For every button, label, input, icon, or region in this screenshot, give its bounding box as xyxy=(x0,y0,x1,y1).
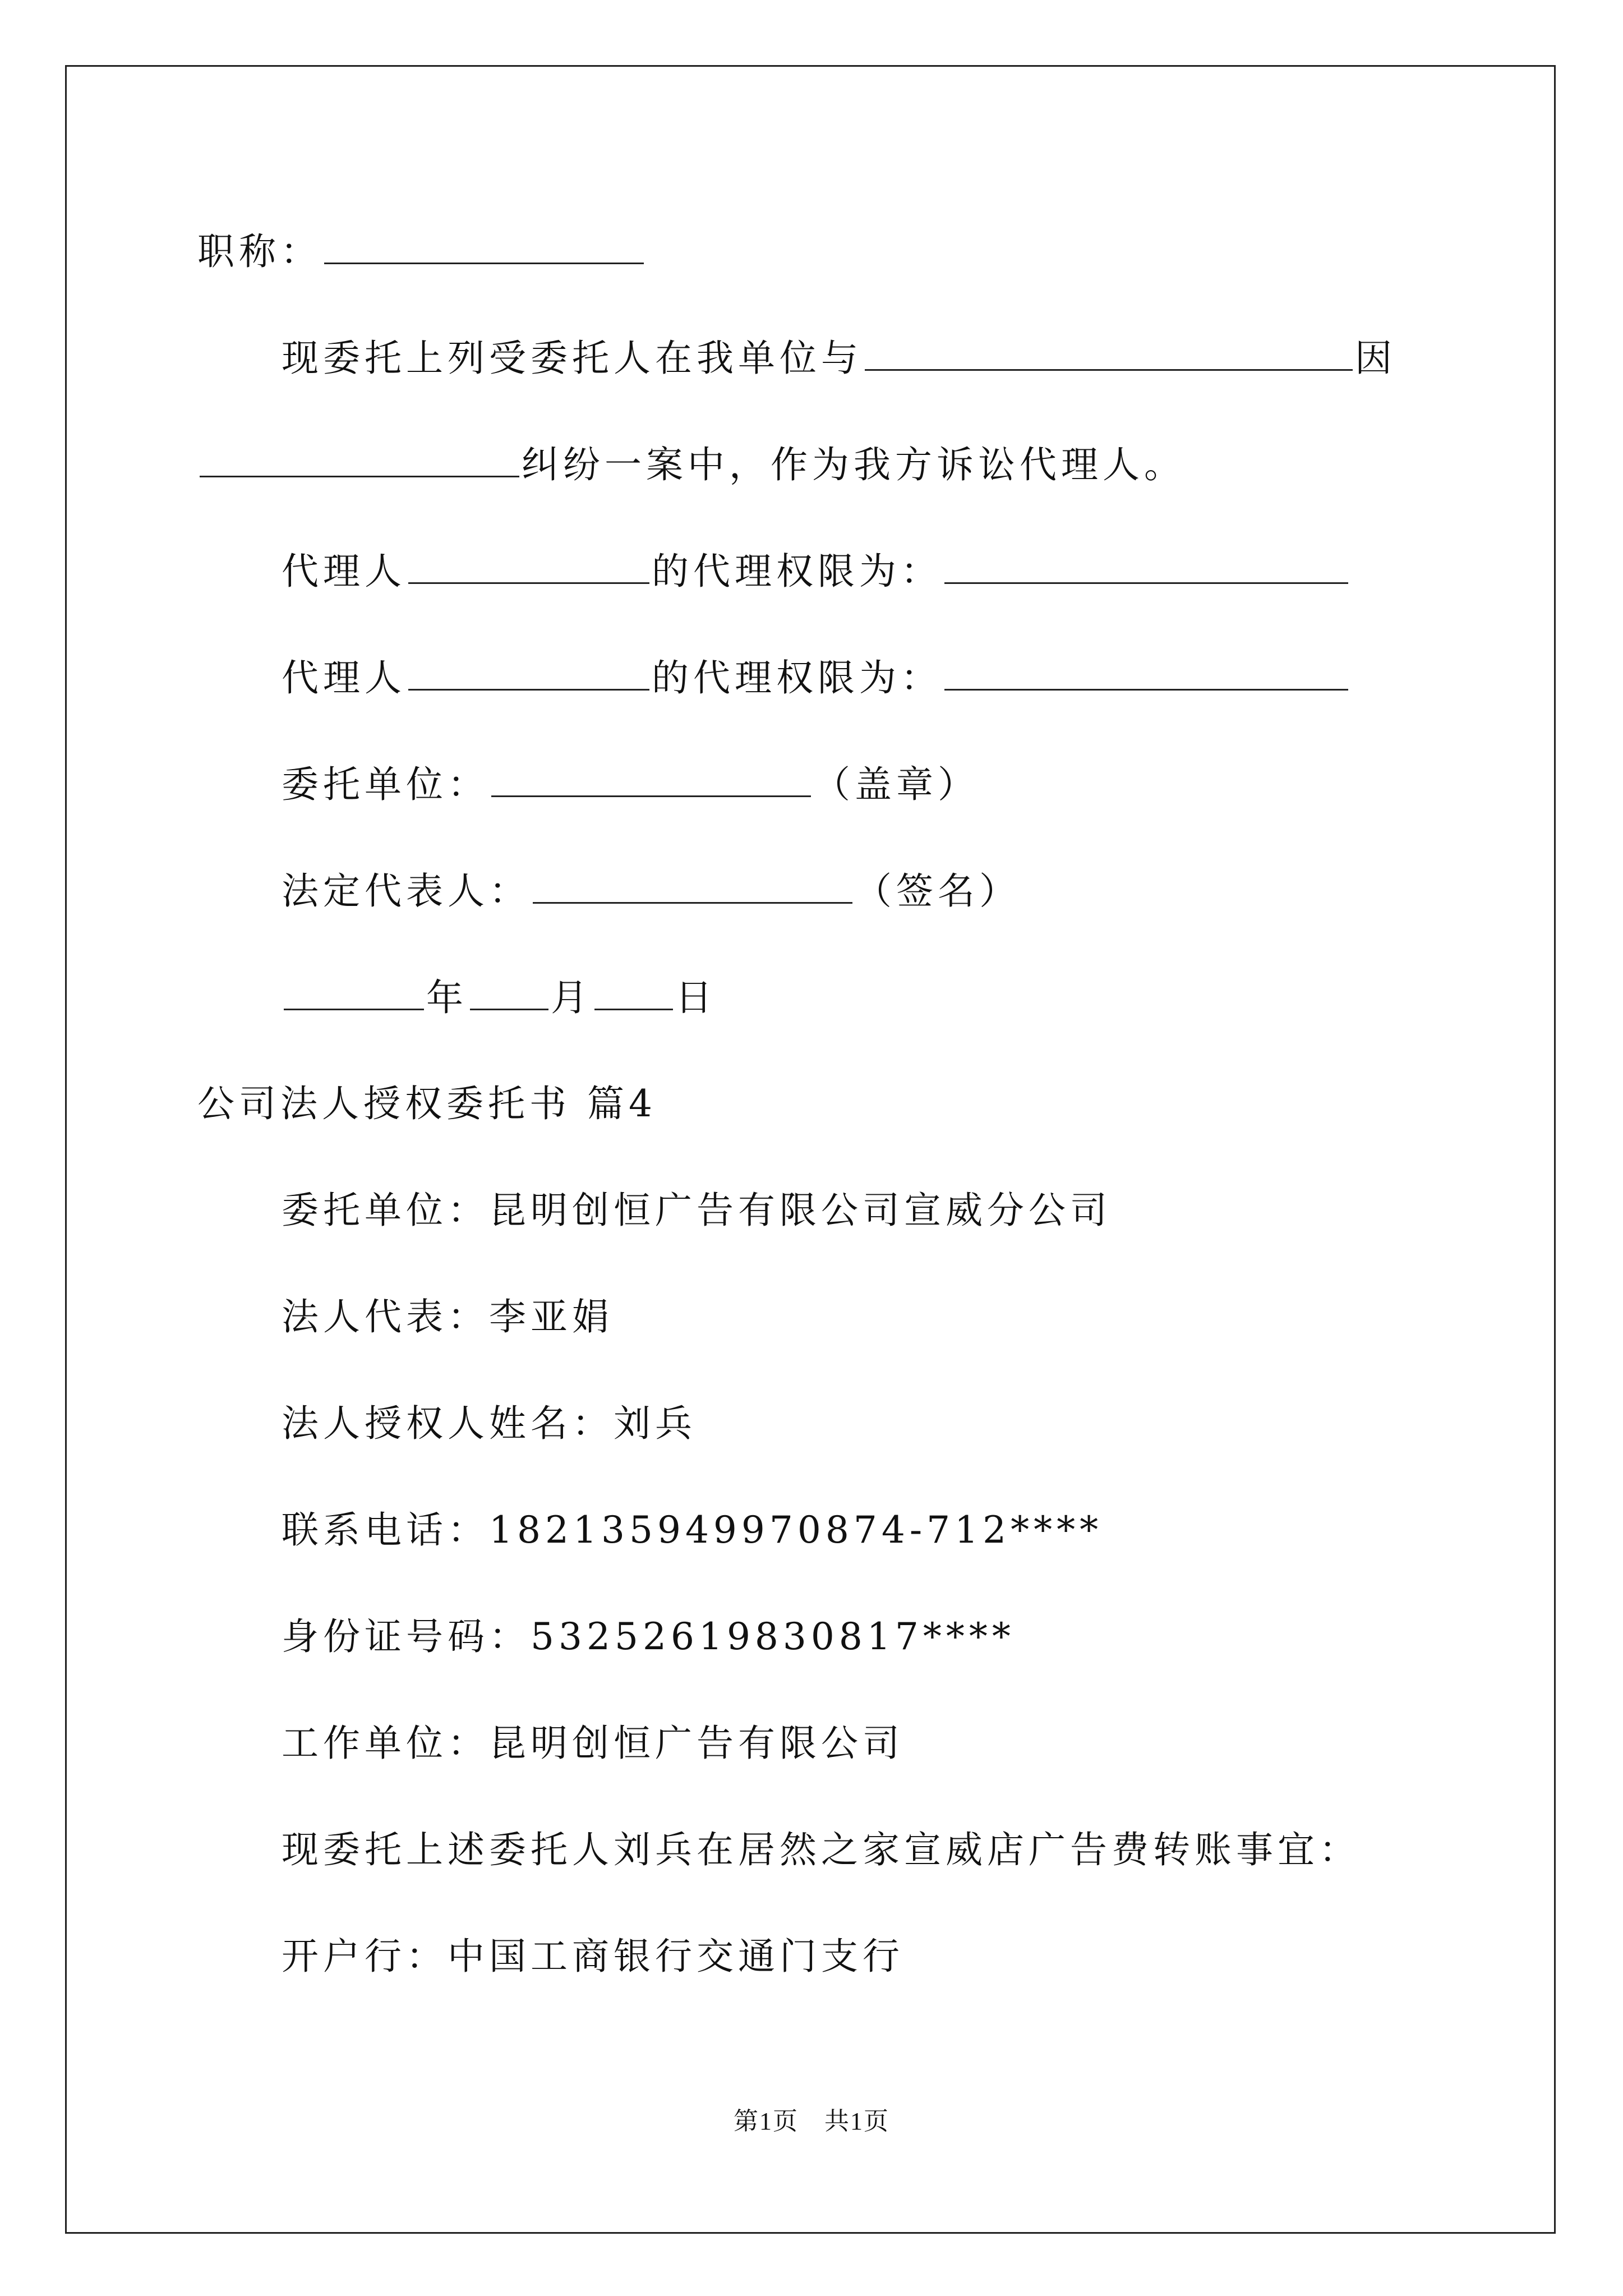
signature-note: （签名） xyxy=(855,869,1021,913)
s4-id-number: 身份证号码：53252619830817**** xyxy=(282,1615,1015,1658)
s4-authorized-person: 法人授权人姓名：刘兵 xyxy=(282,1402,697,1445)
section-title: 公司法人授权委托书 篇4 xyxy=(197,1082,657,1125)
authority-label: 的代理权限为： xyxy=(652,550,942,593)
entrusting-unit-blank xyxy=(491,756,811,797)
party-blank xyxy=(865,330,1353,371)
s4-entrusting-unit: 委托单位：昆明创恒广告有限公司宣威分公司 xyxy=(282,1189,1112,1232)
month-blank xyxy=(470,969,548,1010)
legal-representative-label: 法定代表人： xyxy=(282,869,531,913)
paragraph-entrust-line2 xyxy=(197,436,1186,493)
legal-representative-blank xyxy=(533,863,852,904)
page-number-footer: 第1页 共1页 xyxy=(734,2108,889,2135)
authority-blank xyxy=(944,543,1348,584)
entrusting-unit-label: 委托单位： xyxy=(282,763,489,806)
agent-authority-line-2 xyxy=(282,650,1350,706)
month-label: 月 xyxy=(551,976,592,1019)
title-blank xyxy=(324,223,644,264)
entrust-text-a: 现委托上列受委托人在我单位与 xyxy=(282,337,863,380)
s4-matter: 现委托上述委托人刘兵在居然之家宣威店广告费转账事宜： xyxy=(282,1828,1361,1871)
entrusting-unit-line xyxy=(282,756,979,812)
authority-blank xyxy=(944,650,1348,691)
date-line xyxy=(282,969,717,1025)
entrust-text-c: 纠纷一案中，作为我方诉讼代理人。 xyxy=(522,443,1186,486)
s4-legal-representative: 法人代表：李亚娟 xyxy=(282,1295,614,1338)
paragraph-entrust-line1 xyxy=(282,330,1396,386)
s4-bank: 开户行：中国工商银行交通门支行 xyxy=(282,1935,904,1978)
seal-note: （盖章） xyxy=(813,763,979,806)
page-border xyxy=(65,65,1556,2234)
agent-label: 代理人 xyxy=(282,656,406,700)
s4-work-unit: 工作单位：昆明创恒广告有限公司 xyxy=(282,1722,904,1765)
agent-authority-line-1 xyxy=(282,543,1350,599)
agent-name-blank xyxy=(408,543,649,584)
agent-label: 代理人 xyxy=(282,550,406,593)
day-label: 日 xyxy=(675,976,717,1019)
s4-phone: 联系电话：182135949970874-712**** xyxy=(282,1508,1103,1552)
title-label: 职称： xyxy=(197,230,322,273)
dispute-blank xyxy=(200,436,519,477)
legal-representative-line xyxy=(282,863,1021,919)
year-label: 年 xyxy=(426,976,468,1019)
title-field-line xyxy=(197,223,646,279)
authority-label: 的代理权限为： xyxy=(652,656,942,700)
day-blank xyxy=(594,969,673,1010)
year-blank xyxy=(284,969,424,1010)
entrust-text-b: 因 xyxy=(1355,337,1396,380)
agent-name-blank xyxy=(408,650,649,691)
